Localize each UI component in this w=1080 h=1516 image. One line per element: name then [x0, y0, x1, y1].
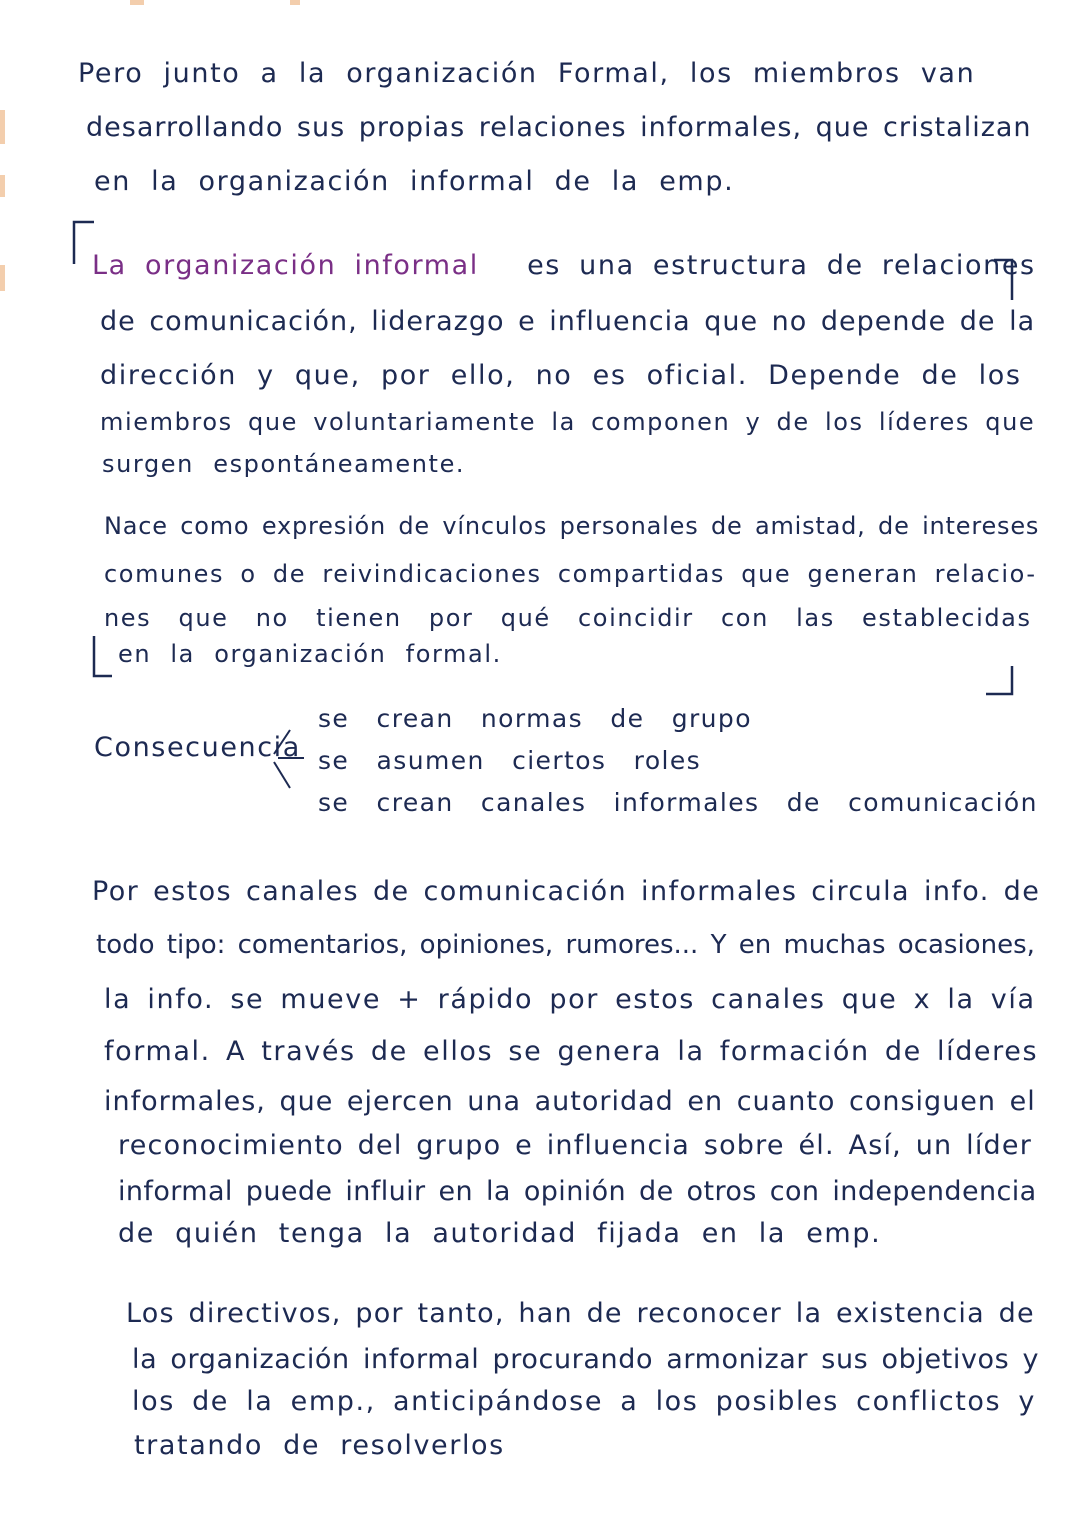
left-edge-mark: [0, 175, 5, 197]
consequence-item: se crean canales informales de comunicación: [318, 788, 1038, 817]
conclusion-line: la organización informal procurando armonizar sus objetivos y: [132, 1344, 1040, 1375]
definition-first-line-rest: es una estructura de relaciones: [527, 250, 1036, 281]
origin-line: comunes o de reivindicaciones compartidas que generan relacio-: [104, 560, 1037, 588]
channels-line: reconocimiento del grupo e influencia sobre él. Así, un líder: [118, 1130, 1032, 1161]
channels-line: la info. se mueve + rápido por estos canales que x la vía: [104, 984, 1036, 1015]
conclusion-line: tratando de resolverlos: [134, 1430, 505, 1461]
intro-line: en la organización informal de la emp.: [94, 166, 735, 197]
conclusion-line: los de la emp., anticipándose a los posibles conflictos y: [132, 1386, 1036, 1417]
intro-line: Pero junto a la organización Formal, los miembros van: [78, 58, 976, 89]
definition-first-line: [92, 250, 1036, 281]
origin-line: nes que no tienen por qué coincidir con las establecidas: [104, 604, 1032, 632]
origin-line: en la organización formal.: [118, 640, 502, 668]
definition-line: miembros que voluntariamente la componen y de los líderes que: [100, 408, 1036, 436]
channels-line: todo tipo: comentarios, opiniones, rumores... Y en muchas ocasiones,: [96, 930, 1035, 960]
left-edge-mark: [0, 110, 5, 144]
definition-line: dirección y que, por ello, no es oficial. Depende de los: [100, 360, 1022, 391]
corner-bracket-bottom-left: [88, 632, 118, 682]
consequence-item: se crean normas de grupo: [318, 704, 752, 733]
definition-line: surgen espontáneamente.: [102, 450, 466, 478]
conclusion-line: Los directivos, por tanto, han de reconocer la existencia de: [126, 1298, 1035, 1329]
corner-bracket-bottom-right: [980, 662, 1020, 702]
channels-line: de quién tenga la autoridad fijada en la emp.: [118, 1218, 882, 1249]
channels-line: informales, que ejercen una autoridad en cuanto consiguen el: [104, 1086, 1036, 1117]
channels-line: Por estos canales de comunicación informales circula info. de: [92, 876, 1041, 907]
origin-line: Nace como expresión de vínculos personales de amistad, de intereses: [104, 512, 1040, 540]
definition-term: La organización informal: [92, 250, 479, 281]
top-edge-mark: [130, 0, 144, 5]
consequences-label: Consecuencia: [94, 732, 301, 763]
consequence-item: se asumen ciertos roles: [318, 746, 702, 775]
consequences-branch-arrows: [268, 722, 318, 792]
channels-line: formal. A través de ellos se genera la formación de líderes: [104, 1036, 1039, 1067]
top-edge-mark: [290, 0, 300, 5]
left-edge-mark: [0, 265, 5, 291]
intro-line: desarrollando sus propias relaciones informales, que cristalizan: [86, 112, 1032, 143]
definition-line: de comunicación, liderazgo e influencia que no depende de la: [100, 306, 1036, 337]
channels-line: informal puede influir en la opinión de otros con independencia: [118, 1176, 1037, 1207]
